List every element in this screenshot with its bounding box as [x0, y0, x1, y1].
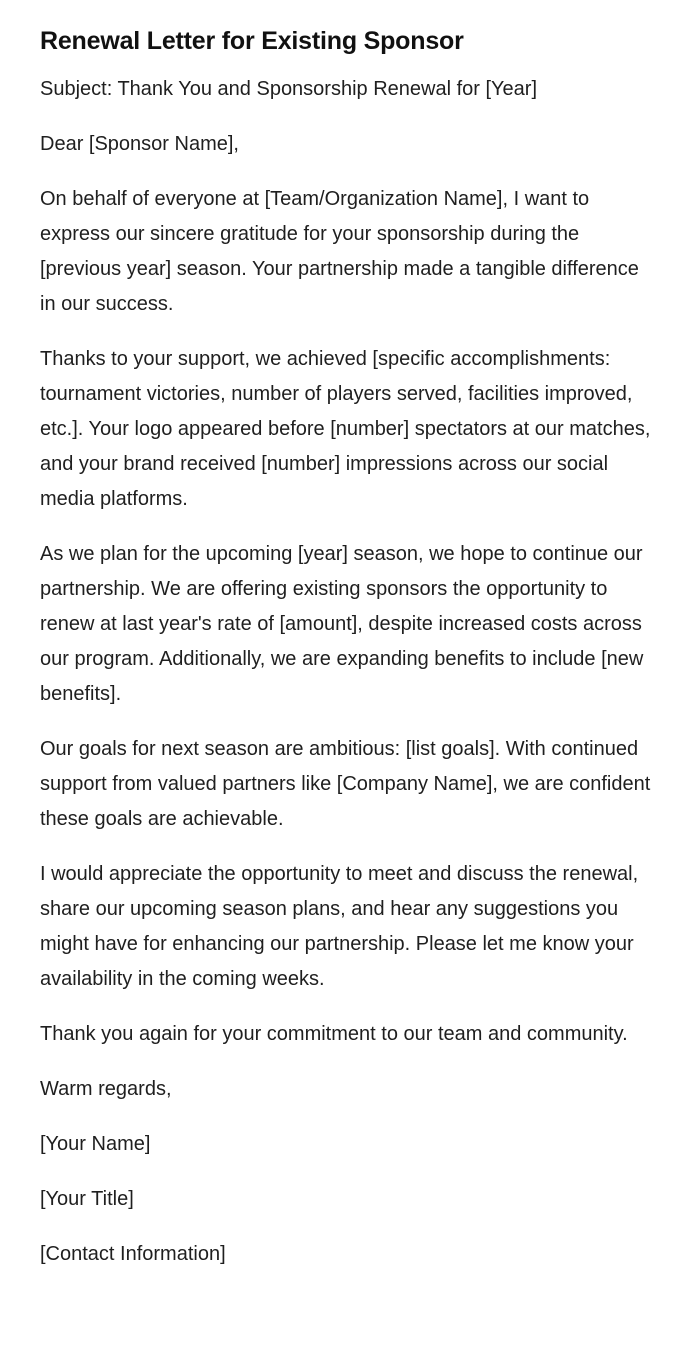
subject-line: Subject: Thank You and Sponsorship Renewal for [Year] [40, 78, 538, 100]
greeting: Dear [Sponsor Name], [40, 133, 239, 155]
body-paragraph-achievements: Thanks to your support, we achieved [specific accomplishments: tournament victories, number of players served, facilities improved, etc.]. Your logo appeared before [number] spectators at our matches, and your brand received [number] impressions across our social media platforms. [40, 348, 651, 510]
body-paragraph-gratitude: On behalf of everyone at [Team/Organization Name], I want to express our sincere gratitude for your sponsorship during the [previous year] season. Your partnership made a tangible difference in our success. [40, 188, 639, 315]
signature-name: [Your Name] [40, 1133, 151, 1155]
body-paragraph-goals: Our goals for next season are ambitious: [list goals]. With continued support from valued partners like [Company Name], we are confident these goals are achievable. [40, 738, 651, 830]
body-paragraph-meeting-request: I would appreciate the opportunity to meet and discuss the renewal, share our upcoming season plans, and hear any suggestions you might have for enhancing our partnership. Please let me know your availability in the coming weeks. [40, 863, 639, 990]
letter-title: Renewal Letter for Existing Sponsor [40, 27, 464, 55]
signature-title: [Your Title] [40, 1188, 134, 1210]
body-paragraph-thanks: Thank you again for your commitment to our team and community. [40, 1023, 628, 1045]
signature-contact: [Contact Information] [40, 1243, 226, 1265]
body-paragraph-renewal-offer: As we plan for the upcoming [year] season, we hope to continue our partnership. We are offering existing sponsors the opportunity to renew at last year's rate of [amount], despite increased costs across our program. Additionally, we are expanding benefits to include [new benefits]. [40, 543, 644, 705]
closing: Warm regards, [40, 1078, 172, 1100]
